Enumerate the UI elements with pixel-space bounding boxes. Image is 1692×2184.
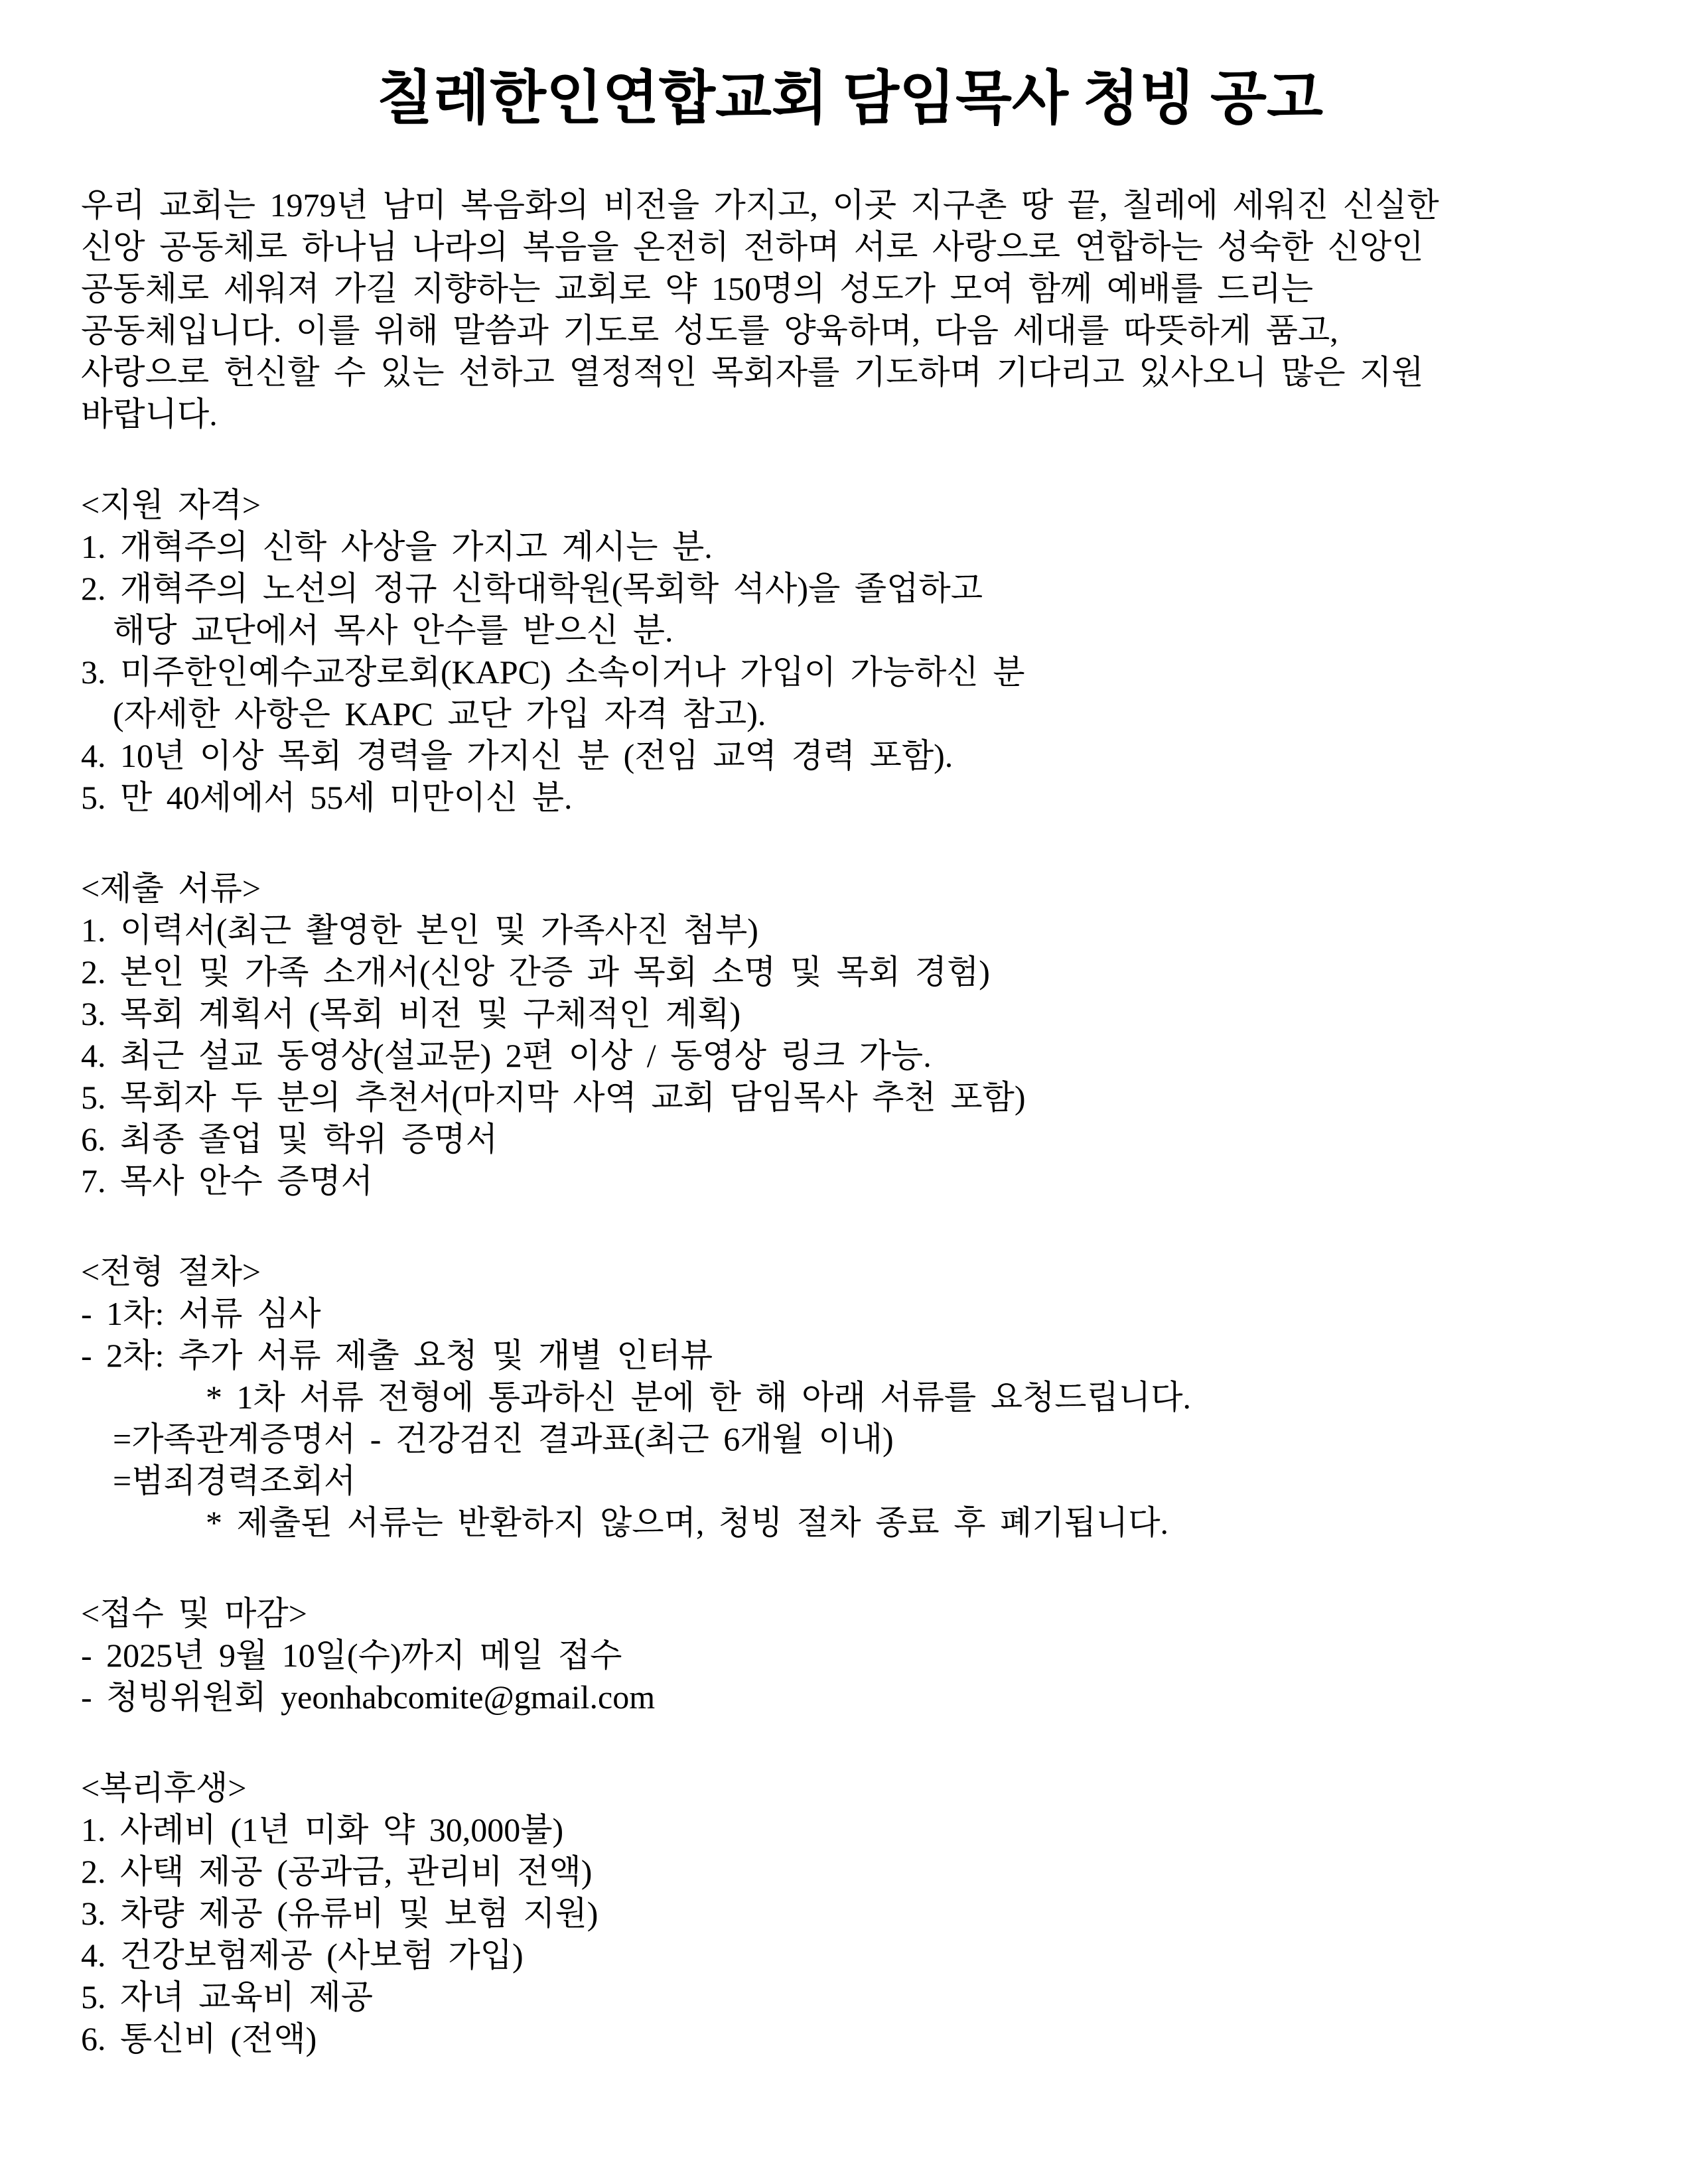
section-title-deadline: <접수 및 마감> — [81, 1595, 307, 1632]
submission-item: 4. 최근 설교 동영상(설교문) 2편 이상 / 동영상 링크 가능. — [81, 1037, 932, 1074]
submission-item: 6. 최종 졸업 및 학위 증명서 — [81, 1121, 498, 1158]
intro-line: 신앙 공동체로 하나님 나라의 복음을 온전히 전하며 서로 사랑으로 연합하는 성숙한 신앙인 — [81, 228, 1424, 265]
section-title-qualifications: <지원 자격> — [81, 486, 261, 523]
intro-line: 바랍니다. — [81, 395, 218, 433]
intro-paragraph — [81, 184, 1619, 435]
page-title: 칠레한인연합교회 담임목사 청빙 공고 — [376, 67, 1324, 131]
qualification-item-continuation: (자세한 사항은 KAPC 교단 가입 자격 참고). — [113, 695, 766, 732]
qualification-item: 4. 10년 이상 목회 경력을 가지신 분 (전임 교역 경력 포함). — [81, 737, 953, 774]
intro-line: 사랑으로 헌신할 수 있는 선하고 열정적인 목회자를 기도하며 기다리고 있사오니 많은 지원 — [81, 354, 1424, 391]
deadline-item-email: - 청빙위원회 yeonhabcomite@gmail.com — [81, 1678, 656, 1716]
process-extra-document: =가족관계증명서 - 건강검진 결과표(최근 6개월 이내) — [113, 1420, 894, 1458]
submission-item: 2. 본인 및 가족 소개서(신앙 간증 과 목회 소명 및 목회 경험) — [81, 953, 990, 990]
benefit-item: 2. 사택 제공 (공과금, 관리비 전액) — [81, 1853, 593, 1890]
section-title-benefits: <복리후생> — [81, 1769, 247, 1807]
process-step: - 1차: 서류 심사 — [81, 1295, 321, 1332]
submission-item: 7. 목사 안수 증명서 — [81, 1162, 374, 1199]
intro-line: 공동체로 세워져 가길 지향하는 교회로 약 150명의 성도가 모여 함께 예배를 드리는 — [81, 270, 1314, 307]
intro-line: 우리 교회는 1979년 남미 복음화의 비전을 가지고, 이곳 지구촌 땅 끝, 칠레에 세워진 신실한 — [81, 186, 1439, 224]
section-title-documents: <제출 서류> — [81, 870, 261, 907]
benefit-item: 4. 건강보험제공 (사보험 가입) — [81, 1937, 524, 1974]
submission-item: 1. 이력서(최근 촬영한 본인 및 가족사진 첨부) — [81, 912, 758, 949]
qualification-item: 5. 만 40세에서 55세 미만이신 분. — [81, 779, 573, 816]
benefit-item: 5. 자녀 교육비 제공 — [81, 1978, 374, 2015]
qualification-item: 1. 개혁주의 신학 사상을 가지고 계시는 분. — [81, 528, 713, 565]
submission-item: 3. 목회 계획서 (목회 비전 및 구체적인 계획) — [81, 995, 741, 1032]
benefit-item: 3. 차량 제공 (유류비 및 보험 지원) — [81, 1895, 599, 1932]
qualification-item: 3. 미주한인예수교장로회(KAPC) 소속이거나 가입이 가능하신 분 — [81, 653, 1025, 691]
section-process — [81, 1251, 1619, 1544]
qualification-item: 2. 개혁주의 노선의 정규 신학대학원(목회학 석사)을 졸업하고 — [81, 570, 983, 607]
deadline-item: - 2025년 9월 10일(수)까지 메일 접수 — [81, 1637, 622, 1674]
section-documents — [81, 868, 1619, 1202]
qualification-item-continuation: 해당 교단에서 목사 안수를 받으신 분. — [113, 612, 673, 649]
submission-item: 5. 목회자 두 분의 추천서(마지막 사역 교회 담임목사 추천 포함) — [81, 1079, 1026, 1116]
process-note: * 제출된 서류는 반환하지 않으며, 청빙 절차 종료 후 폐기됩니다. — [206, 1504, 1168, 1541]
section-title-process: <전형 절차> — [81, 1253, 261, 1290]
section-qualifications — [81, 484, 1619, 819]
intro-line: 공동체입니다. 이를 위해 말씀과 기도로 성도를 양육하며, 다음 세대를 따뜻하게 품고, — [81, 312, 1338, 349]
benefit-item: 1. 사례비 (1년 미화 약 30,000불) — [81, 1811, 564, 1848]
benefit-item: 6. 통신비 (전액) — [81, 2020, 317, 2057]
process-extra-document: =범죄경력조회서 — [113, 1462, 356, 1499]
section-deadline — [81, 1593, 1619, 1718]
process-step: - 2차: 추가 서류 제출 요청 및 개별 인터뷰 — [81, 1337, 713, 1374]
section-benefits — [81, 1767, 1619, 2060]
process-note: * 1차 서류 전형에 통과하신 분에 한 해 아래 서류를 요청드립니다. — [206, 1379, 1191, 1416]
